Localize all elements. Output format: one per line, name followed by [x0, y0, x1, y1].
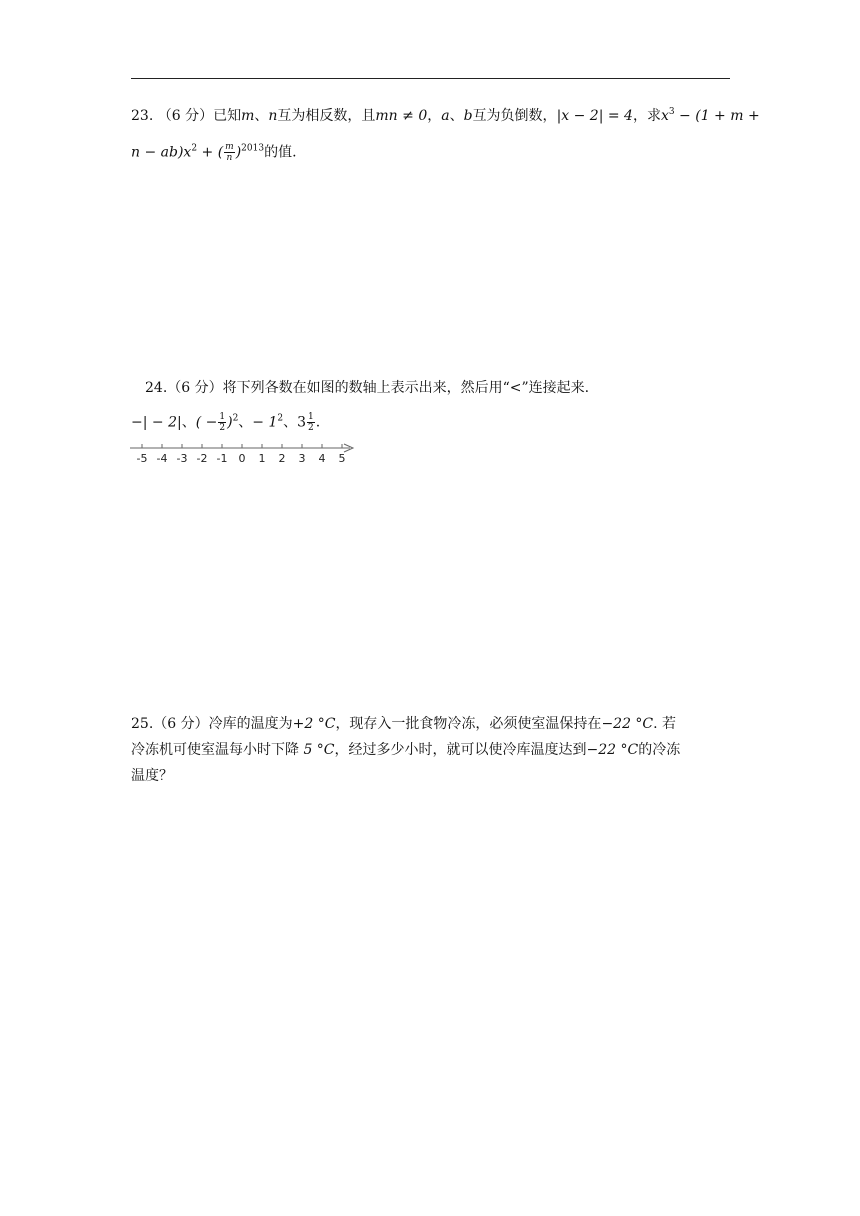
fraction-m-over-n: $\frac{m}{n}$ [225, 142, 234, 163]
fraction-one-half: $\frac{1}{2}$ [219, 412, 226, 433]
question-25-line-1: 25.（6 分）冷库的温度为+2 °C，现存入一批食物冷冻，必须使室温保持在−22 °C. 若 [131, 716, 677, 732]
number-line-label: 3 [298, 452, 306, 465]
question-score: （6 分） [153, 716, 209, 732]
question-24-line-1: 24.（6 分）将下列各数在如图的数轴上表示出来，然后用“<”连接起来. [145, 380, 590, 396]
number-line-label: -1 [216, 452, 228, 465]
question-number: 24. [145, 380, 168, 396]
question-25-line-2: 冷冻机可使室温每小时下降 5 °C，经过多少小时，就可以使冷库温度达到−22 °C的冷冻 [131, 742, 681, 758]
question-24-numbers: −| − 2|、( − $\frac{1}{2}$ )$^2$、− $1^2$、3 $\frac{1}{2}$ . [131, 412, 321, 433]
question-23-line-1: 23. （6 分）已知m、n互为相反数，且mn ≠ 0，a、b互为负倒数，|x − 2| = 4，求$x^3 - (1 + m$ + [131, 107, 760, 124]
number-line-label: 5 [338, 452, 346, 465]
question-23-line-2: $n - ab)x^2$ + ( $\frac{m}{n}$ )$^{2013}$的值. [131, 142, 297, 163]
question-25-line-3: 温度？ [131, 768, 173, 784]
number-line-label: 1 [258, 452, 266, 465]
number-line-label: 0 [238, 452, 246, 465]
question-score: （6 分） [157, 108, 214, 124]
question-number: 25. [131, 716, 154, 732]
number-line-label: 4 [318, 452, 326, 465]
fraction-one-half: $\frac{1}{2}$ [308, 412, 314, 433]
header-rule [131, 78, 730, 79]
number-line-label: 2 [278, 452, 286, 465]
question-score: （6 分） [167, 380, 223, 396]
number-line-label: -5 [136, 452, 148, 465]
question-number: 23. [131, 108, 154, 124]
number-line-label: -2 [196, 452, 208, 465]
number-line-label: -4 [156, 452, 168, 465]
number-line-label: -3 [176, 452, 188, 465]
number-line [128, 440, 368, 470]
